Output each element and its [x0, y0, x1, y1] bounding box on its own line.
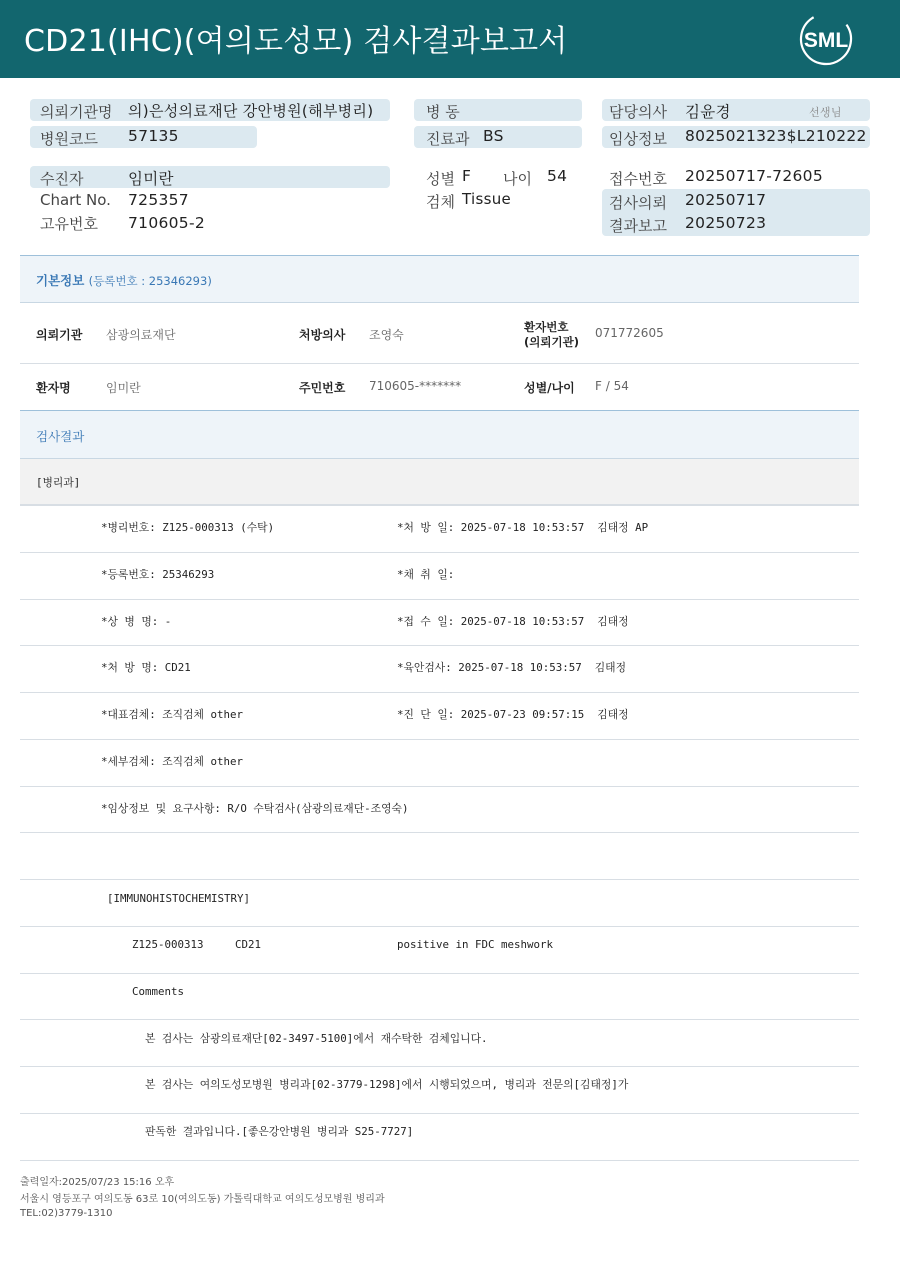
- receipt-label: 접수번호: [609, 170, 667, 188]
- result-row-divider: [20, 692, 859, 693]
- result-row-divider: [20, 786, 859, 787]
- specimen-label: 검체: [426, 193, 455, 211]
- clinical-value: 8025021323$L210222: [685, 127, 867, 145]
- dept-value: BS: [483, 127, 504, 145]
- result-field-right: *처 방 일: 2025-07-18 10:53:57 김태정 AP: [397, 521, 649, 534]
- result-field-left: *등록번호: 25346293: [101, 567, 215, 581]
- result-field-left: *세부검체: 조직검체 other: [101, 754, 243, 768]
- result-row-divider: [20, 645, 859, 646]
- report-header: [0, 0, 900, 78]
- unique-label: 고유번호: [40, 215, 98, 233]
- ihc-header: [IMMUNOHISTOCHEMISTRY]: [107, 892, 251, 905]
- basic-info-title: 기본정보: [36, 273, 85, 288]
- name-label: 환자명: [36, 381, 71, 395]
- result-field-left: *처 방 명: CD21: [101, 661, 191, 675]
- ihc-result: positive in FDC meshwork: [397, 938, 554, 951]
- pid-value: 071772605: [595, 326, 664, 340]
- patient-row: [30, 166, 390, 188]
- ssn-label: 주민번호: [299, 381, 346, 395]
- result-row-divider: [20, 832, 859, 833]
- referring-org-value: 의)은성의료재단 강안병원(해부병리): [128, 102, 374, 120]
- result-row-divider: [20, 1066, 859, 1067]
- clinical-label: 임상정보: [609, 130, 667, 148]
- telephone: TEL:02)3779-1310: [20, 1208, 113, 1219]
- result-row-divider: [20, 1160, 859, 1161]
- ihc-id: Z125-000313: [132, 938, 204, 951]
- result-field-right: *접 수 일: 2025-07-18 10:53:57 김태정: [397, 614, 629, 628]
- pid-label-2: (의뢰기관): [524, 335, 579, 349]
- result-field-right: *채 취 일:: [397, 567, 455, 581]
- report-value: 20250723: [685, 214, 767, 232]
- dept-bar: [20, 459, 859, 505]
- age-value: 54: [547, 167, 568, 185]
- request-label: 검사의뢰: [609, 194, 667, 212]
- result-field-left: *대표검체: 조직검체 other: [101, 708, 243, 721]
- org-value: 삼광의료재단: [106, 328, 176, 342]
- result-row-divider: [20, 926, 859, 927]
- dept-label: 진료과: [426, 130, 470, 148]
- result-row-divider: [20, 1019, 859, 1020]
- patient-value: 임미란: [128, 170, 174, 188]
- logo-text: SML: [803, 29, 849, 52]
- doctor-label: 담당의사: [609, 103, 667, 121]
- ward-label: 병 동: [426, 103, 460, 121]
- comment-1: 본 검사는 삼광의료재단[02-3497-5100]에서 재수탁한 검체입니다.: [145, 1032, 488, 1045]
- address: 서울시 영등포구 여의도동 63로 10(여의도동) 가톨릭대학교 여의도성모병원 병리과: [20, 1194, 385, 1205]
- result-row-divider: [20, 1113, 859, 1114]
- result-field-left: *병리번호: Z125-000313 (수탁): [101, 521, 275, 534]
- hospital-code-value: 57135: [128, 127, 179, 145]
- result-header: [20, 410, 859, 459]
- pid-label-1: 환자번호: [524, 320, 569, 334]
- sml-logo-icon: [796, 10, 856, 68]
- dept-name: [병리과]: [36, 476, 81, 489]
- divider: [20, 363, 859, 364]
- report-label: 결과보고: [609, 217, 667, 235]
- prescriber-label: 처방의사: [299, 328, 346, 342]
- result-row-divider: [20, 552, 859, 553]
- org-label: 의뢰기관: [36, 328, 83, 342]
- sex-label: 성별: [426, 170, 455, 188]
- chart-label: Chart No.: [40, 191, 111, 209]
- hospital-code-label: 병원코드: [40, 130, 98, 148]
- result-row-divider: [20, 739, 859, 740]
- sexage-value: F / 54: [595, 379, 629, 393]
- sex-value: F: [462, 167, 472, 185]
- basic-info-reg: (등록번호 : 25346293): [88, 274, 212, 288]
- age-label: 나이: [503, 170, 532, 188]
- ihc-marker: CD21: [235, 938, 262, 951]
- name-value: 임미란: [106, 381, 141, 395]
- result-title: 검사결과: [36, 429, 85, 444]
- report-title: CD21(IHC)(여의도성모) 검사결과보고서: [24, 24, 568, 59]
- result-row-divider: [20, 599, 859, 600]
- doctor-value: 김윤경: [685, 103, 731, 121]
- result-row-divider: [20, 879, 859, 880]
- doctor-suffix: 선생님: [809, 106, 842, 119]
- result-field-left: *상 병 명: -: [101, 614, 172, 628]
- chart-value: 725357: [128, 191, 189, 209]
- result-row-divider: [20, 973, 859, 974]
- basic-info-header: [20, 255, 859, 303]
- ssn-value: 710605-*******: [369, 379, 462, 393]
- referring-org-label: 의뢰기관명: [40, 103, 113, 121]
- prescriber-value: 조영숙: [369, 328, 404, 342]
- specimen-value: Tissue: [462, 190, 512, 208]
- comment-3: 판독한 결과입니다.[좋은강안병원 병리과 S25-7727]: [145, 1125, 414, 1138]
- result-row-divider: [20, 505, 859, 506]
- patient-label: 수진자: [40, 170, 84, 188]
- comment-2: 본 검사는 여의도성모병원 병리과[02-3779-1298]에서 시행되었으며, 병리과 전문의[김태정]가: [145, 1078, 629, 1091]
- unique-value: 710605-2: [128, 214, 206, 232]
- request-value: 20250717: [685, 191, 767, 209]
- result-field-right: *진 단 일: 2025-07-23 09:57:15 김태정: [397, 708, 629, 721]
- printed-date: 출력일자:2025/07/23 15:16 오후: [20, 1177, 175, 1188]
- result-field-right: *육안검사: 2025-07-18 10:53:57 김태정: [397, 661, 627, 675]
- sexage-label: 성별/나이: [524, 381, 575, 395]
- receipt-value: 20250717-72605: [685, 167, 823, 185]
- comments-label: Comments: [132, 985, 185, 998]
- result-field-left: *임상정보 및 요구사항: R/O 수탁검사(삼광의료재단-조영숙): [101, 801, 409, 815]
